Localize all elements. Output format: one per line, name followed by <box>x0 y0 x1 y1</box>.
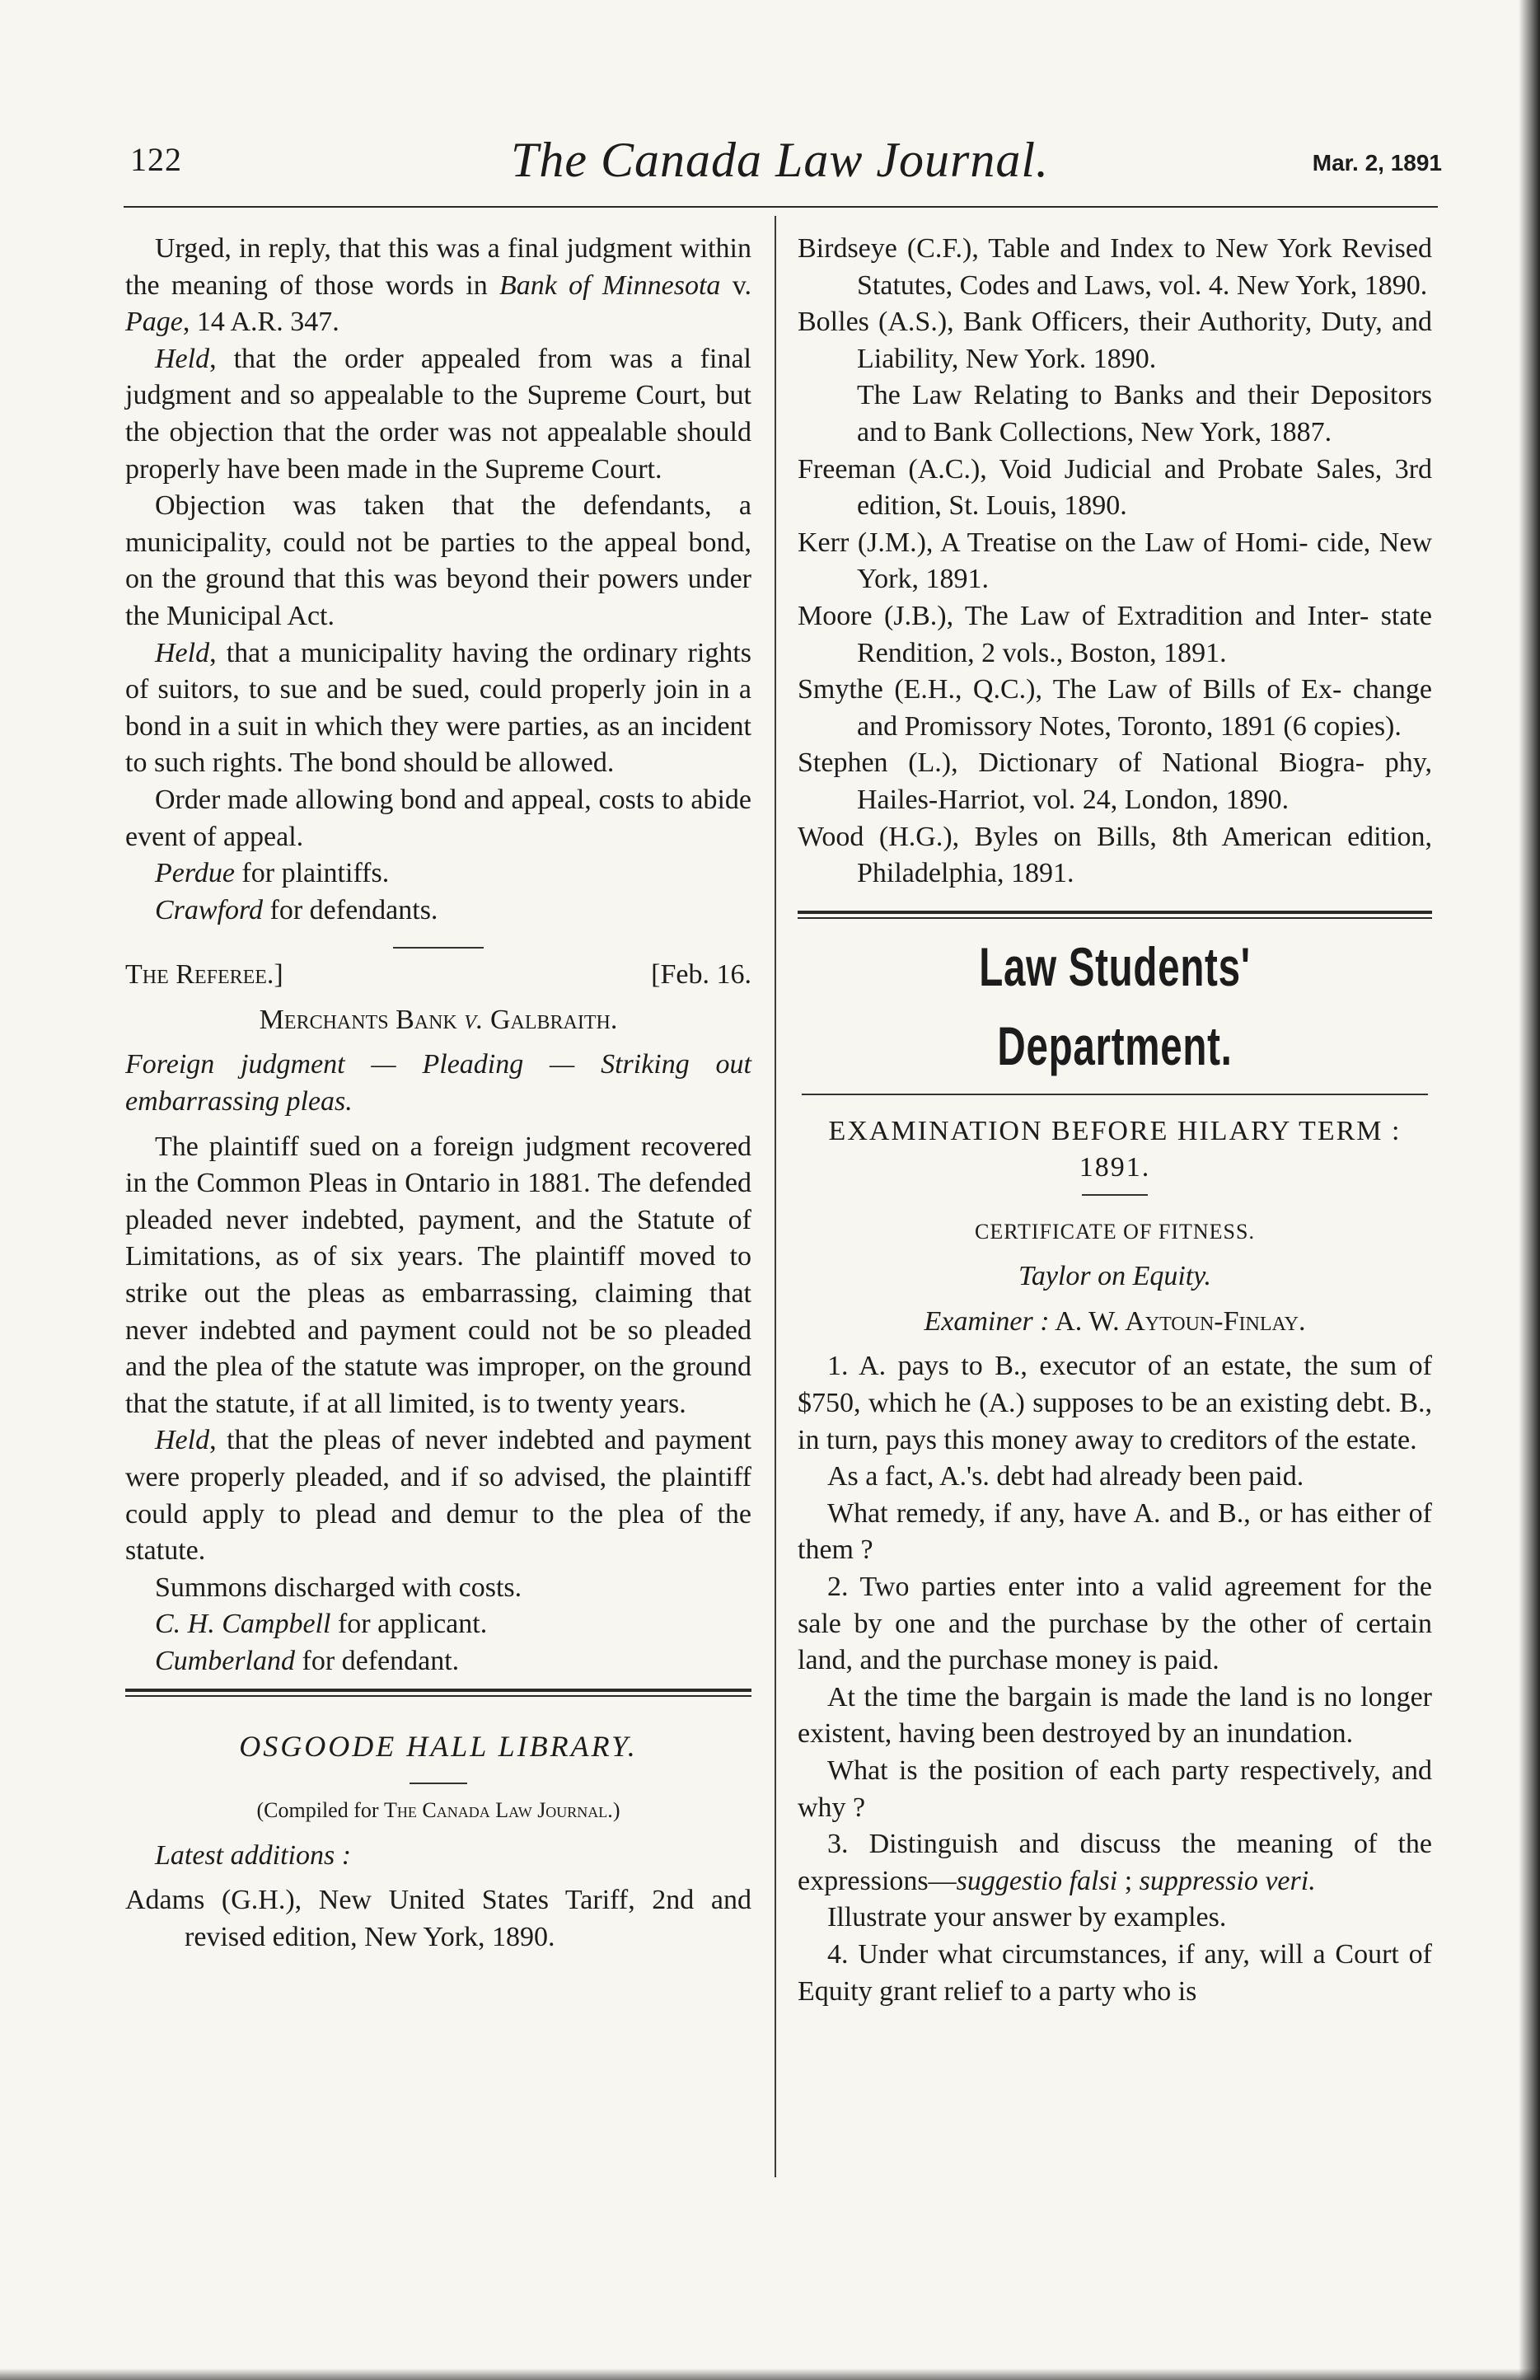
library-entry: Freeman (A.C.), Void Judicial and Probate Sales, 3rd edition, St. Louis, 1890. <box>798 453 1433 522</box>
question-1: 1. A. pays to B., executor of an estate, the sum of $750, which he (A.) supposes to be an existing debt. B., in turn, pays this money away to creditors of the estate. <box>798 1351 1432 1455</box>
library-entry: The Law Relating to Banks and their Depositors and to Bank Collections, New York, 1887. <box>857 380 1432 447</box>
page-edge-shadow <box>1519 0 1540 2380</box>
column-divider <box>775 216 776 2177</box>
library-entry-list <box>798 231 1432 892</box>
paragraph-order: Order made allowing bond and appeal, costs to abide event of appeal. <box>125 784 751 852</box>
department-title: Law Students' Department. <box>979 935 1251 1076</box>
library-entry: Wood (H.G.), Byles on Bills, 8th American edition, Philadelphia, 1891. <box>798 821 1433 889</box>
subject-title: Taylor on Equity. <box>1018 1261 1211 1292</box>
case-title: Merchants Bank v. Galbraith. <box>259 1004 618 1035</box>
question-2-fact: At the time the bargain is made the land is no longer existent, having been destroyed by an inundation. <box>798 1681 1432 1750</box>
running-header <box>124 132 1442 190</box>
counsel-line: Crawford for defendants. <box>155 894 438 925</box>
court-label: The Referee.] <box>125 959 283 991</box>
question-2-ask: What is the position of each party respectively, and why ? <box>798 1755 1432 1823</box>
library-entry: Adams (G.H.), New United States Tariff, 2nd and revised edition, New York, 1890. <box>125 1885 752 1952</box>
counsel-line: C. H. Campbell for applicant. <box>155 1609 488 1640</box>
question-3-ask: Illustrate your answer by examples. <box>827 1902 1227 1933</box>
library-entry: Stephen (L.), Dictionary of National Biogra- phy, Hailes-Harriot, vol. 24, London, 1890. <box>798 747 1432 815</box>
counsel-line: Perdue for plaintiffs. <box>155 858 390 889</box>
page-edge-shadow <box>0 2368 1540 2380</box>
library-heading: OSGOODE HALL LIBRARY. <box>239 1729 638 1763</box>
question-4: 4. Under what circumstances, if any, will a Court of Equity grant relief to a party who is <box>798 1938 1432 2007</box>
question-1-ask: What remedy, if any, have A. and B., or has either of them ? <box>798 1497 1432 1566</box>
journal-title: The Canada Law Journal. <box>511 133 1050 187</box>
court-line <box>125 957 751 994</box>
library-entry: Bolles (A.S.), Bank Officers, their Authority, Duty, and Liability, New York. 1890. <box>798 307 1432 374</box>
paragraph-summons: Summons discharged with costs. <box>155 1572 522 1603</box>
question-3: 3. Distinguish and discuss the meaning of the expressions—suggestio falsi ; suppressio veri. <box>798 1829 1432 1896</box>
library-entry: Kerr (J.M.), A Treatise on the Law of Homi- cide, New York, 1891. <box>798 527 1433 595</box>
case-name: Bank of Minnesota <box>499 269 721 301</box>
header-rule <box>124 206 1438 208</box>
decision-date: [Feb. 16. <box>651 959 751 991</box>
question-2: 2. Two parties enter into a valid agreement for the sale by one and the purchase by the other of certain land, and the purchase money is paid. <box>798 1572 1432 1676</box>
latest-additions-label: Latest additions : <box>155 1839 352 1871</box>
issue-date: Mar. 2, 1891 <box>1312 150 1442 176</box>
headnote: Foreign judgment — Pleading — Striking out embarrassing pleas. <box>125 1049 751 1117</box>
left-column <box>125 231 751 1956</box>
compiled-note: (Compiled for The Canada Law Journal.) <box>256 1798 620 1823</box>
exam-heading: EXAMINATION BEFORE HILARY TERM : 1891. <box>828 1115 1402 1183</box>
paragraph-held-2: Held, that a municipality having the ordinary rights of suitors, to sue and be sued, could properly join in a bond in a suit in which they were parties, as an incident to such rights. The bond should be allowed. <box>125 637 751 779</box>
section-rule <box>798 911 1432 914</box>
library-entry: Moore (J.B.), The Law of Extradition and Inter- state Rendition, 2 vols., Boston, 1891. <box>798 600 1432 668</box>
library-entry: Birdseye (C.F.), Table and Index to New York Revised Statutes, Codes and Laws, vol. 4. New York, 1890. <box>798 233 1433 301</box>
paragraph-objection: Objection was taken that the defendants, a municipality, could not be parties to the appeal bond, on the ground that this was beyond their powers under the Municipal Act. <box>125 490 751 631</box>
right-column <box>798 231 1432 2010</box>
examiner-line: Examiner : A. W. Aytoun-Finlay. <box>924 1305 1306 1337</box>
question-1-fact: As a fact, A.'s. debt had already been paid. <box>827 1461 1304 1492</box>
paragraph-held-3: Held, that the pleas of never indebted and payment were properly pleaded, and if so advised, the plaintiff could apply to plead and demur to the plea of the statute. <box>125 1425 751 1567</box>
section-rule <box>125 1689 751 1692</box>
counsel-line: Cumberland for defendant. <box>155 1645 460 1676</box>
paragraph-facts: The plaintiff sued on a foreign judgment recovered in the Common Pleas in Ontario in 1881. The defended pleaded never indebted, payment, and the Statute of Limitations, as of six years. The plaintiff moved to strike out the pleas as embarrassing, claiming that never indebted and payment could not be so pleaded and the plea of the statute was improper, on the ground that the statute, if at all limited, is to twenty years. <box>125 1131 751 1419</box>
paragraph-held-1: Held, that the order appealed from was a final judgment and so appealable to the Supreme Court, but the objection that the order was not appealable should properly have been made in the Supreme Court. <box>125 343 751 485</box>
page-number: 122 <box>130 141 182 178</box>
paragraph-urged: Urged, in reply, that this was a final judgment within the meaning of those words in Bank of Minnesota v. Page, 14 A.R. 347. <box>125 233 752 338</box>
certificate-heading: CERTIFICATE OF FITNESS. <box>975 1219 1255 1244</box>
case-name: Page <box>125 307 183 338</box>
library-entry: Smythe (E.H., Q.C.), The Law of Bills of Ex- change and Promissory Notes, Toronto, 1891 (6 copies). <box>798 674 1433 742</box>
